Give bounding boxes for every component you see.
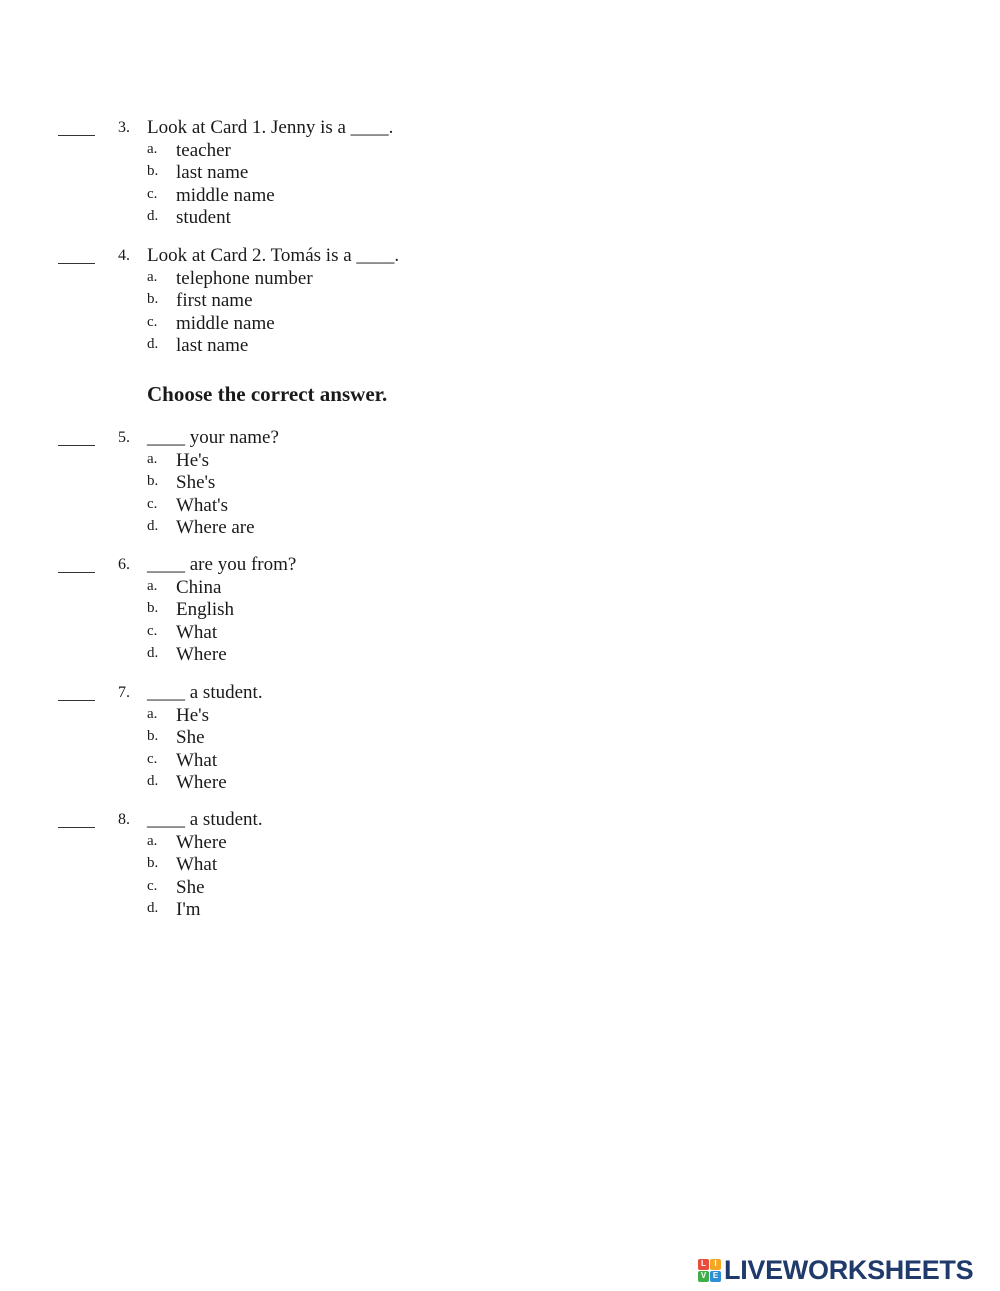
option-text: What	[176, 749, 218, 771]
option-text: What's	[176, 494, 228, 516]
option-letter: b.	[147, 600, 159, 616]
question-text: Look at Card 2. Tomás is a ____.	[147, 245, 400, 266]
question-text: ____ your name?	[147, 427, 279, 448]
option-text: He's	[176, 449, 209, 471]
option-letter: d.	[147, 773, 159, 789]
liveworksheets-logo	[698, 1256, 973, 1284]
option-row	[0, 854, 700, 877]
option-row	[0, 899, 700, 922]
option-text: middle name	[176, 184, 275, 206]
answer-blank[interactable]	[58, 805, 95, 828]
option-row	[0, 207, 700, 230]
option-letter: c.	[147, 877, 158, 894]
option-text: What	[176, 621, 218, 643]
brand-mark-cell: E	[710, 1271, 721, 1282]
answer-blank[interactable]	[58, 678, 95, 701]
option-text: He's	[176, 704, 209, 726]
question-number: 5.	[118, 429, 130, 446]
option-letter: c.	[147, 313, 158, 330]
option-letter: c.	[147, 495, 158, 512]
option-letter: b.	[147, 163, 159, 179]
option-row	[0, 185, 700, 208]
option-letter: a.	[147, 577, 158, 594]
option-letter: a.	[147, 450, 158, 467]
option-row	[0, 599, 700, 622]
question-number: 7.	[118, 684, 130, 701]
question-block	[0, 427, 700, 540]
option-row	[0, 727, 700, 750]
question-text: ____ are you from?	[147, 554, 297, 575]
option-letter: c.	[147, 185, 158, 202]
option-letter: a.	[147, 705, 158, 722]
option-row	[0, 622, 700, 645]
option-text: Where	[176, 644, 227, 665]
option-row	[0, 290, 700, 313]
question-number: 8.	[118, 811, 130, 828]
option-row	[0, 644, 700, 667]
option-text: Where are	[176, 517, 255, 538]
brand-mark-icon	[698, 1259, 721, 1282]
question-row	[0, 554, 700, 577]
brand-name: LIVEWORKSHEETS	[724, 1255, 974, 1285]
question-block	[0, 245, 700, 358]
option-letter: d.	[147, 518, 159, 534]
option-text: She	[176, 876, 205, 898]
option-letter: b.	[147, 473, 159, 489]
option-text: She's	[176, 472, 216, 493]
option-row	[0, 313, 700, 336]
question-text: ____ a student.	[147, 682, 263, 703]
option-text: She	[176, 727, 205, 748]
option-text: Where	[176, 831, 227, 853]
option-letter: d.	[147, 645, 159, 661]
option-letter: a.	[147, 832, 158, 849]
option-text: I'm	[176, 899, 201, 920]
option-row	[0, 495, 700, 518]
option-letter: c.	[147, 622, 158, 639]
question-number: 3.	[118, 119, 130, 136]
option-text: English	[176, 599, 235, 620]
question-block	[0, 554, 700, 667]
question-row	[0, 245, 700, 268]
question-text: ____ a student.	[147, 809, 263, 830]
option-text: last name	[176, 162, 249, 183]
option-letter: a.	[147, 268, 158, 285]
question-block	[0, 117, 700, 230]
option-letter: d.	[147, 900, 159, 916]
option-row	[0, 450, 700, 473]
question-row	[0, 809, 700, 832]
option-row	[0, 140, 700, 163]
question-row	[0, 117, 700, 140]
option-row	[0, 335, 700, 358]
question-block	[0, 809, 700, 922]
option-row	[0, 877, 700, 900]
question-row	[0, 682, 700, 705]
question-number: 4.	[118, 247, 130, 264]
brand-mark-cell: L	[698, 1259, 709, 1270]
answer-blank[interactable]	[58, 241, 95, 264]
answer-blank[interactable]	[58, 550, 95, 573]
option-text: What	[176, 854, 218, 875]
option-row	[0, 268, 700, 291]
option-text: first name	[176, 290, 253, 311]
option-text: China	[176, 576, 222, 598]
option-text: middle name	[176, 312, 275, 334]
option-row	[0, 705, 700, 728]
answer-blank[interactable]	[58, 113, 95, 136]
option-letter: d.	[147, 336, 159, 352]
option-row	[0, 832, 700, 855]
option-letter: b.	[147, 291, 159, 307]
option-letter: b.	[147, 855, 159, 871]
question-block	[0, 682, 700, 795]
question-text: Look at Card 1. Jenny is a ____.	[147, 117, 394, 138]
option-letter: a.	[147, 140, 158, 157]
option-row	[0, 162, 700, 185]
option-row	[0, 517, 700, 540]
question-number: 6.	[118, 556, 130, 573]
section-heading: Choose the correct answer.	[147, 382, 388, 406]
option-row	[0, 750, 700, 773]
option-row	[0, 772, 700, 795]
answer-blank[interactable]	[58, 423, 95, 446]
brand-mark-cell: I	[710, 1259, 721, 1270]
brand-mark-cell: V	[698, 1271, 709, 1282]
option-letter: d.	[147, 208, 159, 224]
option-row	[0, 472, 700, 495]
question-row	[0, 427, 700, 450]
option-text: last name	[176, 335, 249, 356]
option-text: student	[176, 207, 231, 228]
option-text: teacher	[176, 139, 231, 161]
option-letter: c.	[147, 750, 158, 767]
option-letter: b.	[147, 728, 159, 744]
option-text: telephone number	[176, 267, 313, 289]
option-row	[0, 577, 700, 600]
option-text: Where	[176, 772, 227, 793]
